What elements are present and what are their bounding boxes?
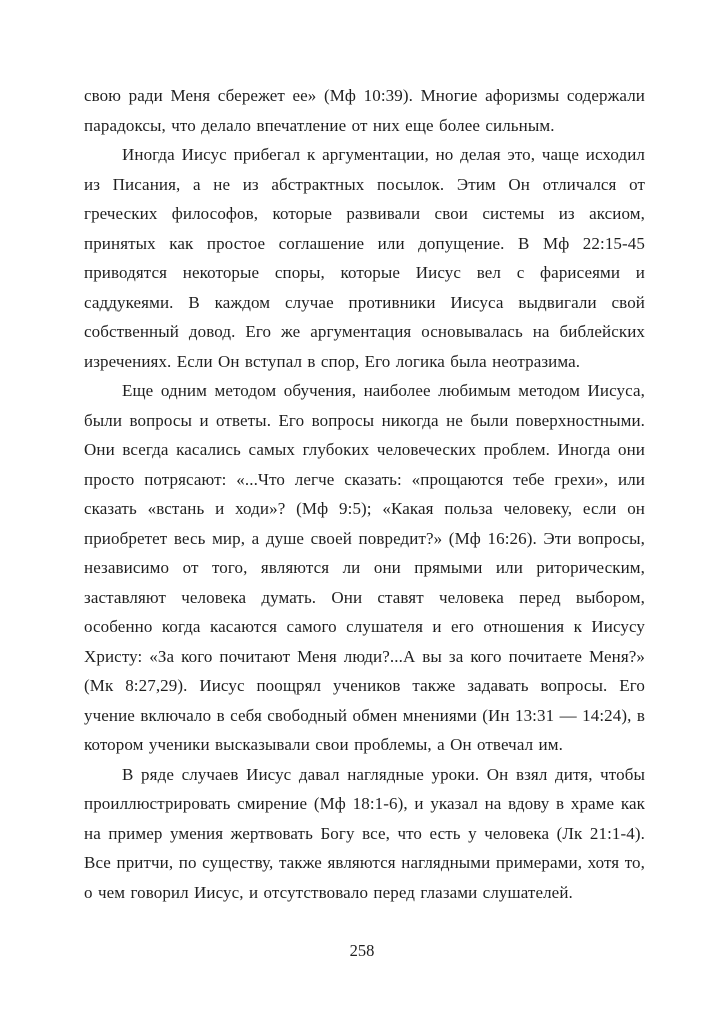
page-number: 258 — [349, 941, 375, 960]
page-body — [84, 81, 645, 907]
paragraph-continuation: свою ради Меня сбережет ее» (Мф 10:39). Многие афоризмы содержали парадоксы, что делало впечатление от них еще более сильным. — [84, 86, 645, 135]
paragraph-argumentation: Иногда Иисус прибегал к аргументации, но делая это, чаще исходил из Писания, а не из абстрактных посылок. Этим Он отличался от греческих философов, которые развивали свои системы из аксиом, принятых как простое соглашение или допущение. В Мф 22:15-45 приводятся некоторые споры, которые Иисус вел с фарисеями и саддукеями. В каждом случае противники Иисуса выдвигали свой собственный довод. Его же аргументация основывалась на библейских изречениях. Если Он вступал в спор, Его логика была неотразима. — [84, 145, 645, 371]
paragraph-questions-answers: Еще одним методом обучения, наиболее любимым методом Иисуса, были вопросы и ответы. Его вопросы никогда не были поверхностными. Они всегда касались самых глубоких человеческих проблем. Иногда они просто потрясают: «...Что легче сказать: «прощаются тебе грехи», или сказать «встань и ходи»? (Мф 9:5); «Какая польза человеку, если он приобретет весь мир, а душе своей повредит?» (Мф 16:26). Эти вопросы, независимо от того, являются ли они прямыми или риторическим, заставляют человека думать. Они ставят человека перед выбором, особенно когда касаются самого слушателя и его отношения к Иисусу Христу: «За кого почитают Меня люди?...А вы за кого почитаете Меня?» (Мк 8:27,29). Иисус поощрял учеников также задавать вопросы. Его учение включало в себя свободный обмен мнениями (Ин 13:31 — 14:24), в котором ученики высказывали свои проблемы, а Он отвечал им. — [84, 381, 645, 754]
paragraph-object-lessons: В ряде случаев Иисус давал наглядные уроки. Он взял дитя, чтобы проиллюстрировать смирение (Мф 18:1-6), и указал на вдову в храме как на пример умения жертвовать Богу все, что есть у человека (Лк 21:1-4). Все притчи, по существу, также являются наглядными примерами, хотя то, о чем говорил Иисус, и отсутствовало перед глазами слушателей. — [84, 764, 645, 902]
